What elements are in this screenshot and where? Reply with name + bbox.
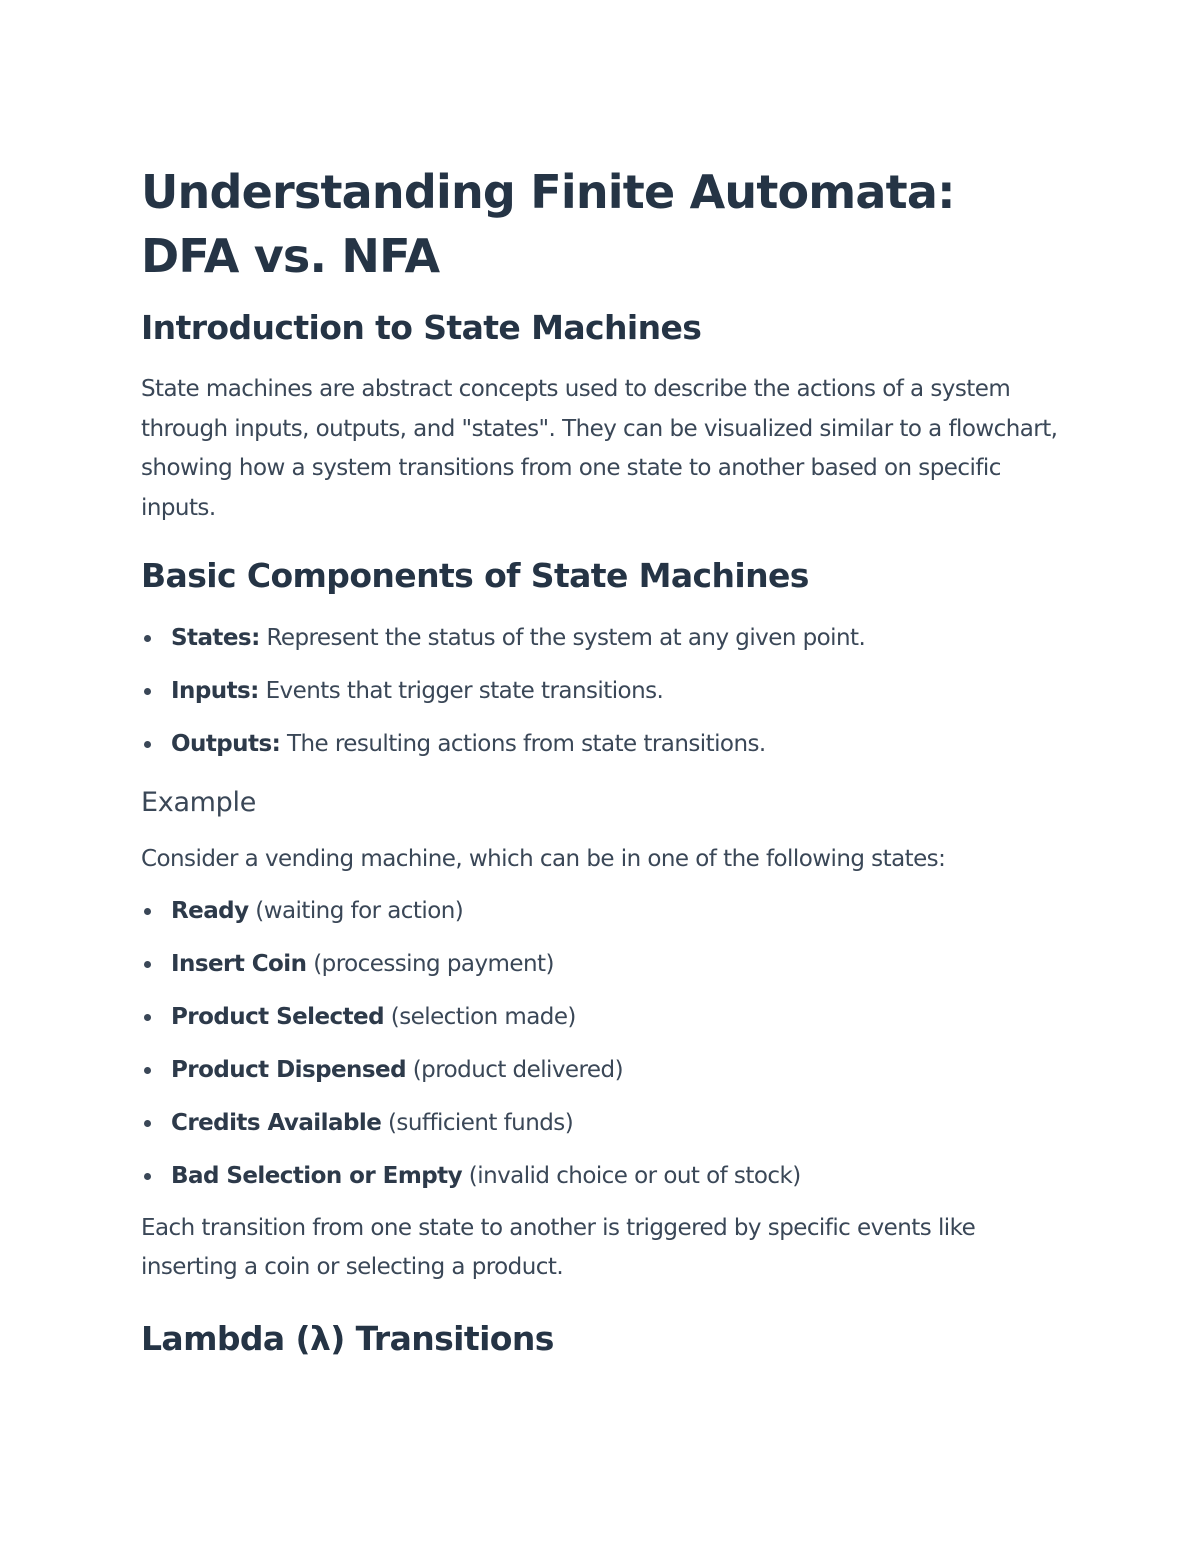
list-item bbox=[141, 895, 1066, 927]
heading-introduction: Introduction to State Machines bbox=[141, 308, 702, 347]
list-item-desc: (waiting for action) bbox=[248, 897, 464, 924]
heading-lambda-transitions: Lambda (λ) Transitions bbox=[141, 1318, 554, 1358]
list-item bbox=[141, 622, 1066, 654]
paragraph-example-intro: Consider a vending machine, which can be in one of the following states: bbox=[141, 846, 946, 872]
list-item-term: Credits Available bbox=[171, 1109, 382, 1136]
list-item-term: Ready bbox=[171, 897, 249, 924]
list-item-term: Product Selected bbox=[171, 1003, 385, 1030]
list-item-desc: (product delivered) bbox=[405, 1056, 624, 1083]
list-item-desc: (invalid choice or out of stock) bbox=[462, 1162, 801, 1189]
list-item-desc: The resulting actions from state transitions. bbox=[280, 731, 766, 757]
list-item-term: Product Dispensed bbox=[171, 1056, 406, 1083]
list-item-term: Insert Coin bbox=[171, 950, 307, 977]
list-item-term: Inputs: bbox=[171, 678, 259, 704]
list-item bbox=[141, 675, 1066, 707]
list-item-desc: Represent the status of the system at any given point. bbox=[259, 625, 866, 651]
list-item-term: Bad Selection or Empty bbox=[171, 1162, 463, 1189]
list-item-desc: Events that trigger state transitions. bbox=[258, 678, 664, 704]
list-item bbox=[141, 728, 1066, 760]
paragraph-introduction: State machines are abstract concepts used to describe the actions of a system through inputs, outputs, and "states". They can be visualized similar to a flowchart, showing how a system transitions from one state to another based on specific inputs. bbox=[141, 376, 1058, 521]
list-item-term: States: bbox=[171, 625, 260, 651]
list-item bbox=[141, 1054, 1066, 1086]
list-item-term: Outputs: bbox=[171, 731, 281, 757]
list-vending-states bbox=[141, 895, 1066, 1192]
list-item-desc: (sufficient funds) bbox=[381, 1109, 574, 1136]
list-item bbox=[141, 1160, 1066, 1192]
list-item bbox=[141, 1001, 1066, 1033]
document-title: Understanding Finite Automata: DFA vs. NFA bbox=[141, 165, 955, 283]
document-page bbox=[141, 160, 1066, 1361]
heading-basic-components: Basic Components of State Machines bbox=[141, 556, 809, 595]
heading-example: Example bbox=[141, 787, 257, 818]
list-item-desc: (selection made) bbox=[384, 1003, 576, 1030]
list-item bbox=[141, 1107, 1066, 1139]
paragraph-transitions: Each transition from one state to another is triggered by specific events like inserting a coin or selecting a product. bbox=[141, 1214, 976, 1280]
list-basic-components bbox=[141, 622, 1066, 760]
list-item-desc: (processing payment) bbox=[306, 950, 554, 977]
list-item bbox=[141, 948, 1066, 980]
